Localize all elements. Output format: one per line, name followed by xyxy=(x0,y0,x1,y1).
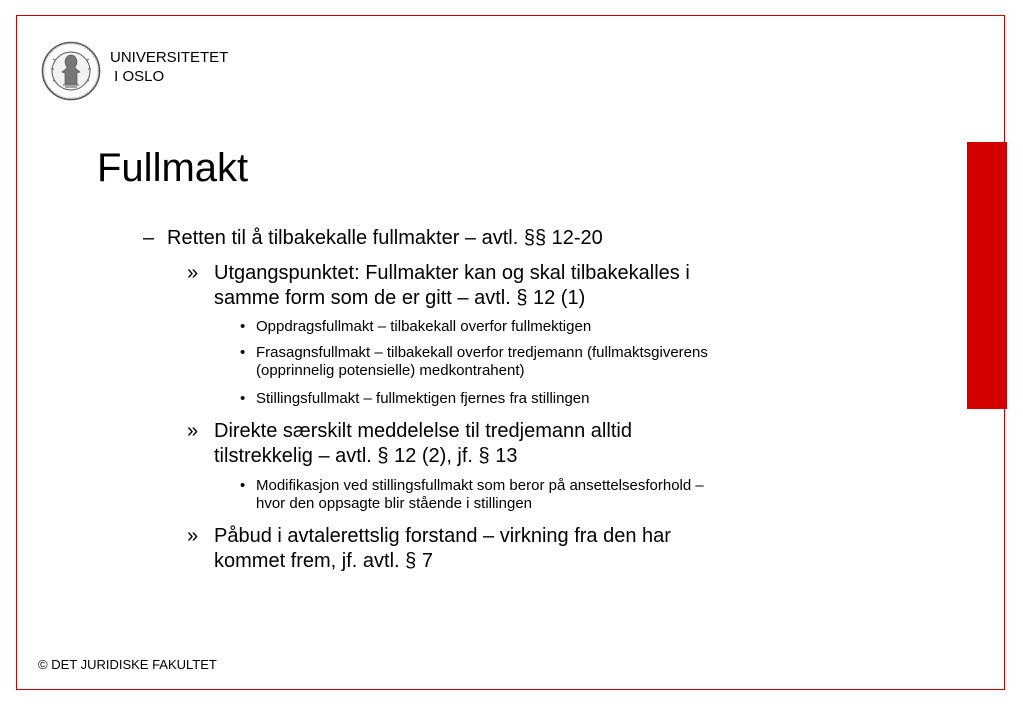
l1-dash-marker: – xyxy=(143,227,155,249)
university-name xyxy=(110,48,228,86)
sub2-bullet-1-line-1: Modifikasjon ved stillingsfullmakt som beror på ansettelsesforhold – xyxy=(256,477,704,494)
sub1-bullet-2-line-1: Frasagnsfullmakt – tilbakekall overfor tredjemann (fullmaktsgiverens xyxy=(256,344,708,361)
university-seal-icon xyxy=(41,41,101,101)
university-name-line-2: I OSLO xyxy=(110,68,165,85)
sub1-bullet-3-marker: • xyxy=(240,390,246,407)
sub1-line-1: Utgangspunktet: Fullmakter kan og skal tilbakekalles i xyxy=(214,262,690,284)
sub2-bullet-1-marker: • xyxy=(240,477,246,494)
sub1-marker: » xyxy=(187,262,199,284)
footer-copyright: © DET JURIDISKE FAKULTET xyxy=(38,657,217,672)
slide-title: Fullmakt xyxy=(97,146,249,190)
sub1-bullet-1-marker: • xyxy=(240,318,246,335)
sub2-line-1: Direkte særskilt meddelelse til tredjemann alltid xyxy=(214,420,632,442)
university-name-line-1: UNIVERSITETET xyxy=(110,49,229,66)
sub1-bullet-2-line-2: (opprinnelig potensielle) medkontrahent) xyxy=(256,362,525,379)
sub2-bullet-1-line-2: hvor den oppsagte blir stående i stillingen xyxy=(256,495,533,512)
sub3-line-2: kommet frem, jf. avtl. § 7 xyxy=(214,550,433,572)
l1-text: Retten til å tilbakekalle fullmakter – avtl. §§ 12-20 xyxy=(167,227,603,249)
sub2-marker: » xyxy=(187,420,199,442)
accent-bar xyxy=(967,142,1007,409)
sub1-bullet-1: Oppdragsfullmakt – tilbakekall overfor fullmektigen xyxy=(256,318,592,335)
sub2-line-2: tilstrekkelig – avtl. § 12 (2), jf. § 13 xyxy=(214,445,518,467)
sub3-marker: » xyxy=(187,525,199,547)
sub3-line-1: Påbud i avtalerettslig forstand – virkning fra den har xyxy=(214,525,671,547)
sub1-bullet-3: Stillingsfullmakt – fullmektigen fjernes fra stillingen xyxy=(256,390,590,407)
sub1-line-2: samme form som de er gitt – avtl. § 12 (1) xyxy=(214,287,586,309)
sub1-bullet-2-marker: • xyxy=(240,344,246,361)
